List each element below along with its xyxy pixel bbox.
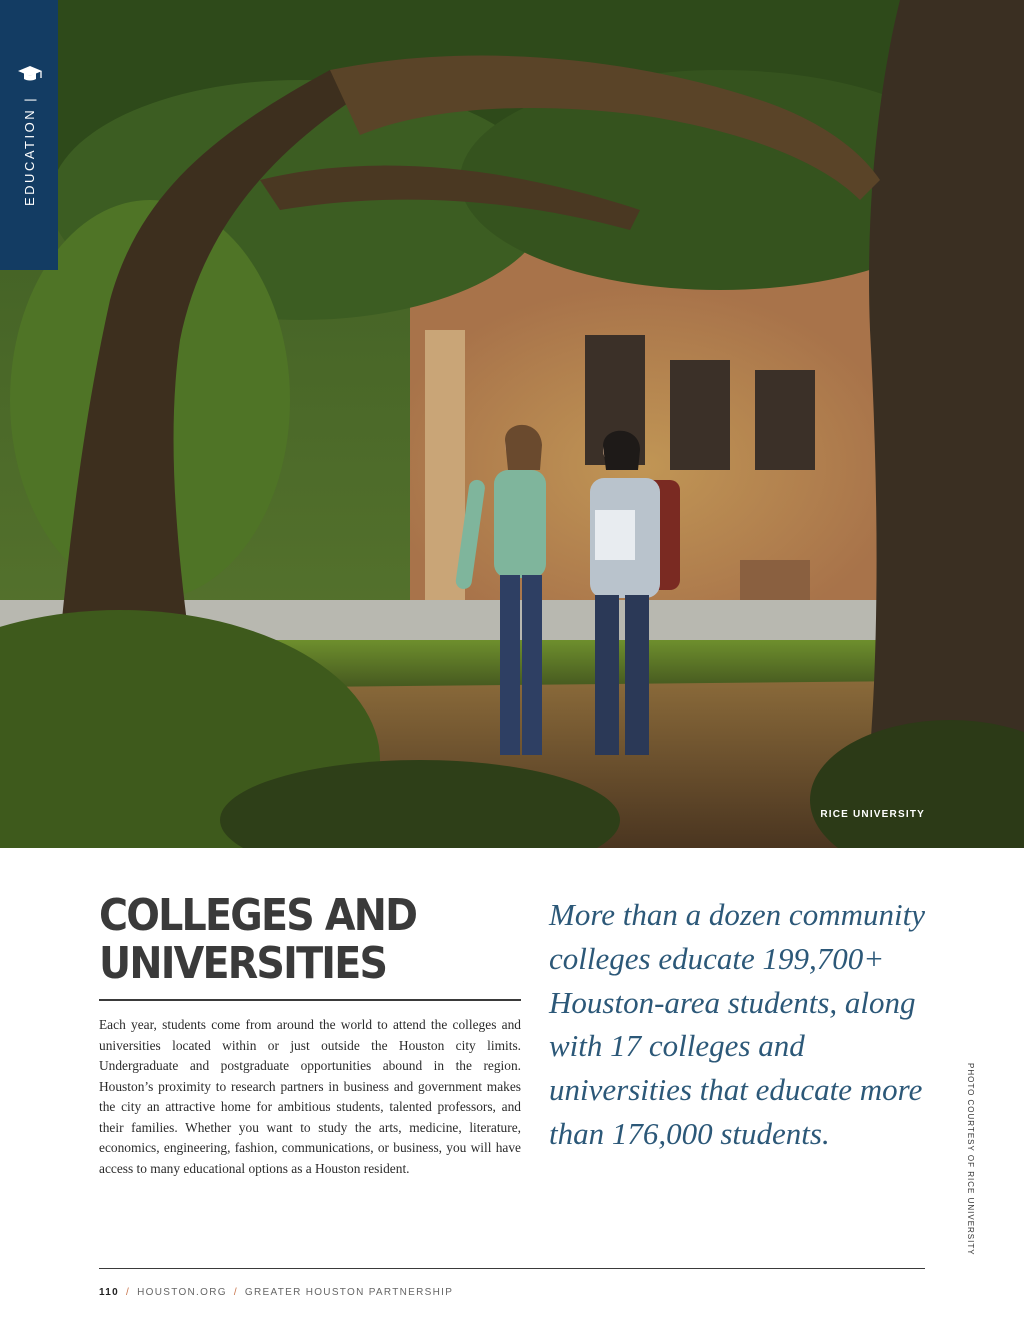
article-title: COLLEGES AND UNIVERSITIES <box>99 890 417 989</box>
photo-caption: RICE UNIVERSITY <box>820 809 925 820</box>
page-number: 110 <box>99 1287 120 1298</box>
graduation-cap-icon <box>17 64 43 84</box>
pull-quote: More than a dozen community colleges educate 199,700+ Houston-area students, along with 17 colleges and universities that educate more than 176,000 students. <box>549 897 925 1151</box>
footer-divider <box>99 1268 925 1269</box>
section-tab-label: EDUCATION | <box>22 95 37 206</box>
footer-separator: / <box>126 1287 131 1298</box>
title-divider <box>99 999 521 1001</box>
article-body: Each year, students come from around the world to attend the colleges and universities located within or just outside the Houston city limits. Undergraduate and postgraduate opportunities abound in the region. Houston’s proximity to research partners in business and government makes the city an attractive home for ambitious students, talented professors, and their families. Whether you want to study the arts, medicine, literature, economics, engineering, fashion, communications, or business, you will have access to many educational options as a Houston resident. <box>99 1017 521 1176</box>
footer-site-link[interactable]: HOUSTON.ORG <box>137 1287 227 1298</box>
photo-credit: PHOTO COURTESY OF RICE UNIVERSITY <box>966 1063 975 1256</box>
footer-publisher: GREATER HOUSTON PARTNERSHIP <box>244 1287 454 1298</box>
footer-separator: / <box>233 1287 238 1298</box>
page-footer <box>99 1287 453 1298</box>
section-tab <box>0 0 58 270</box>
